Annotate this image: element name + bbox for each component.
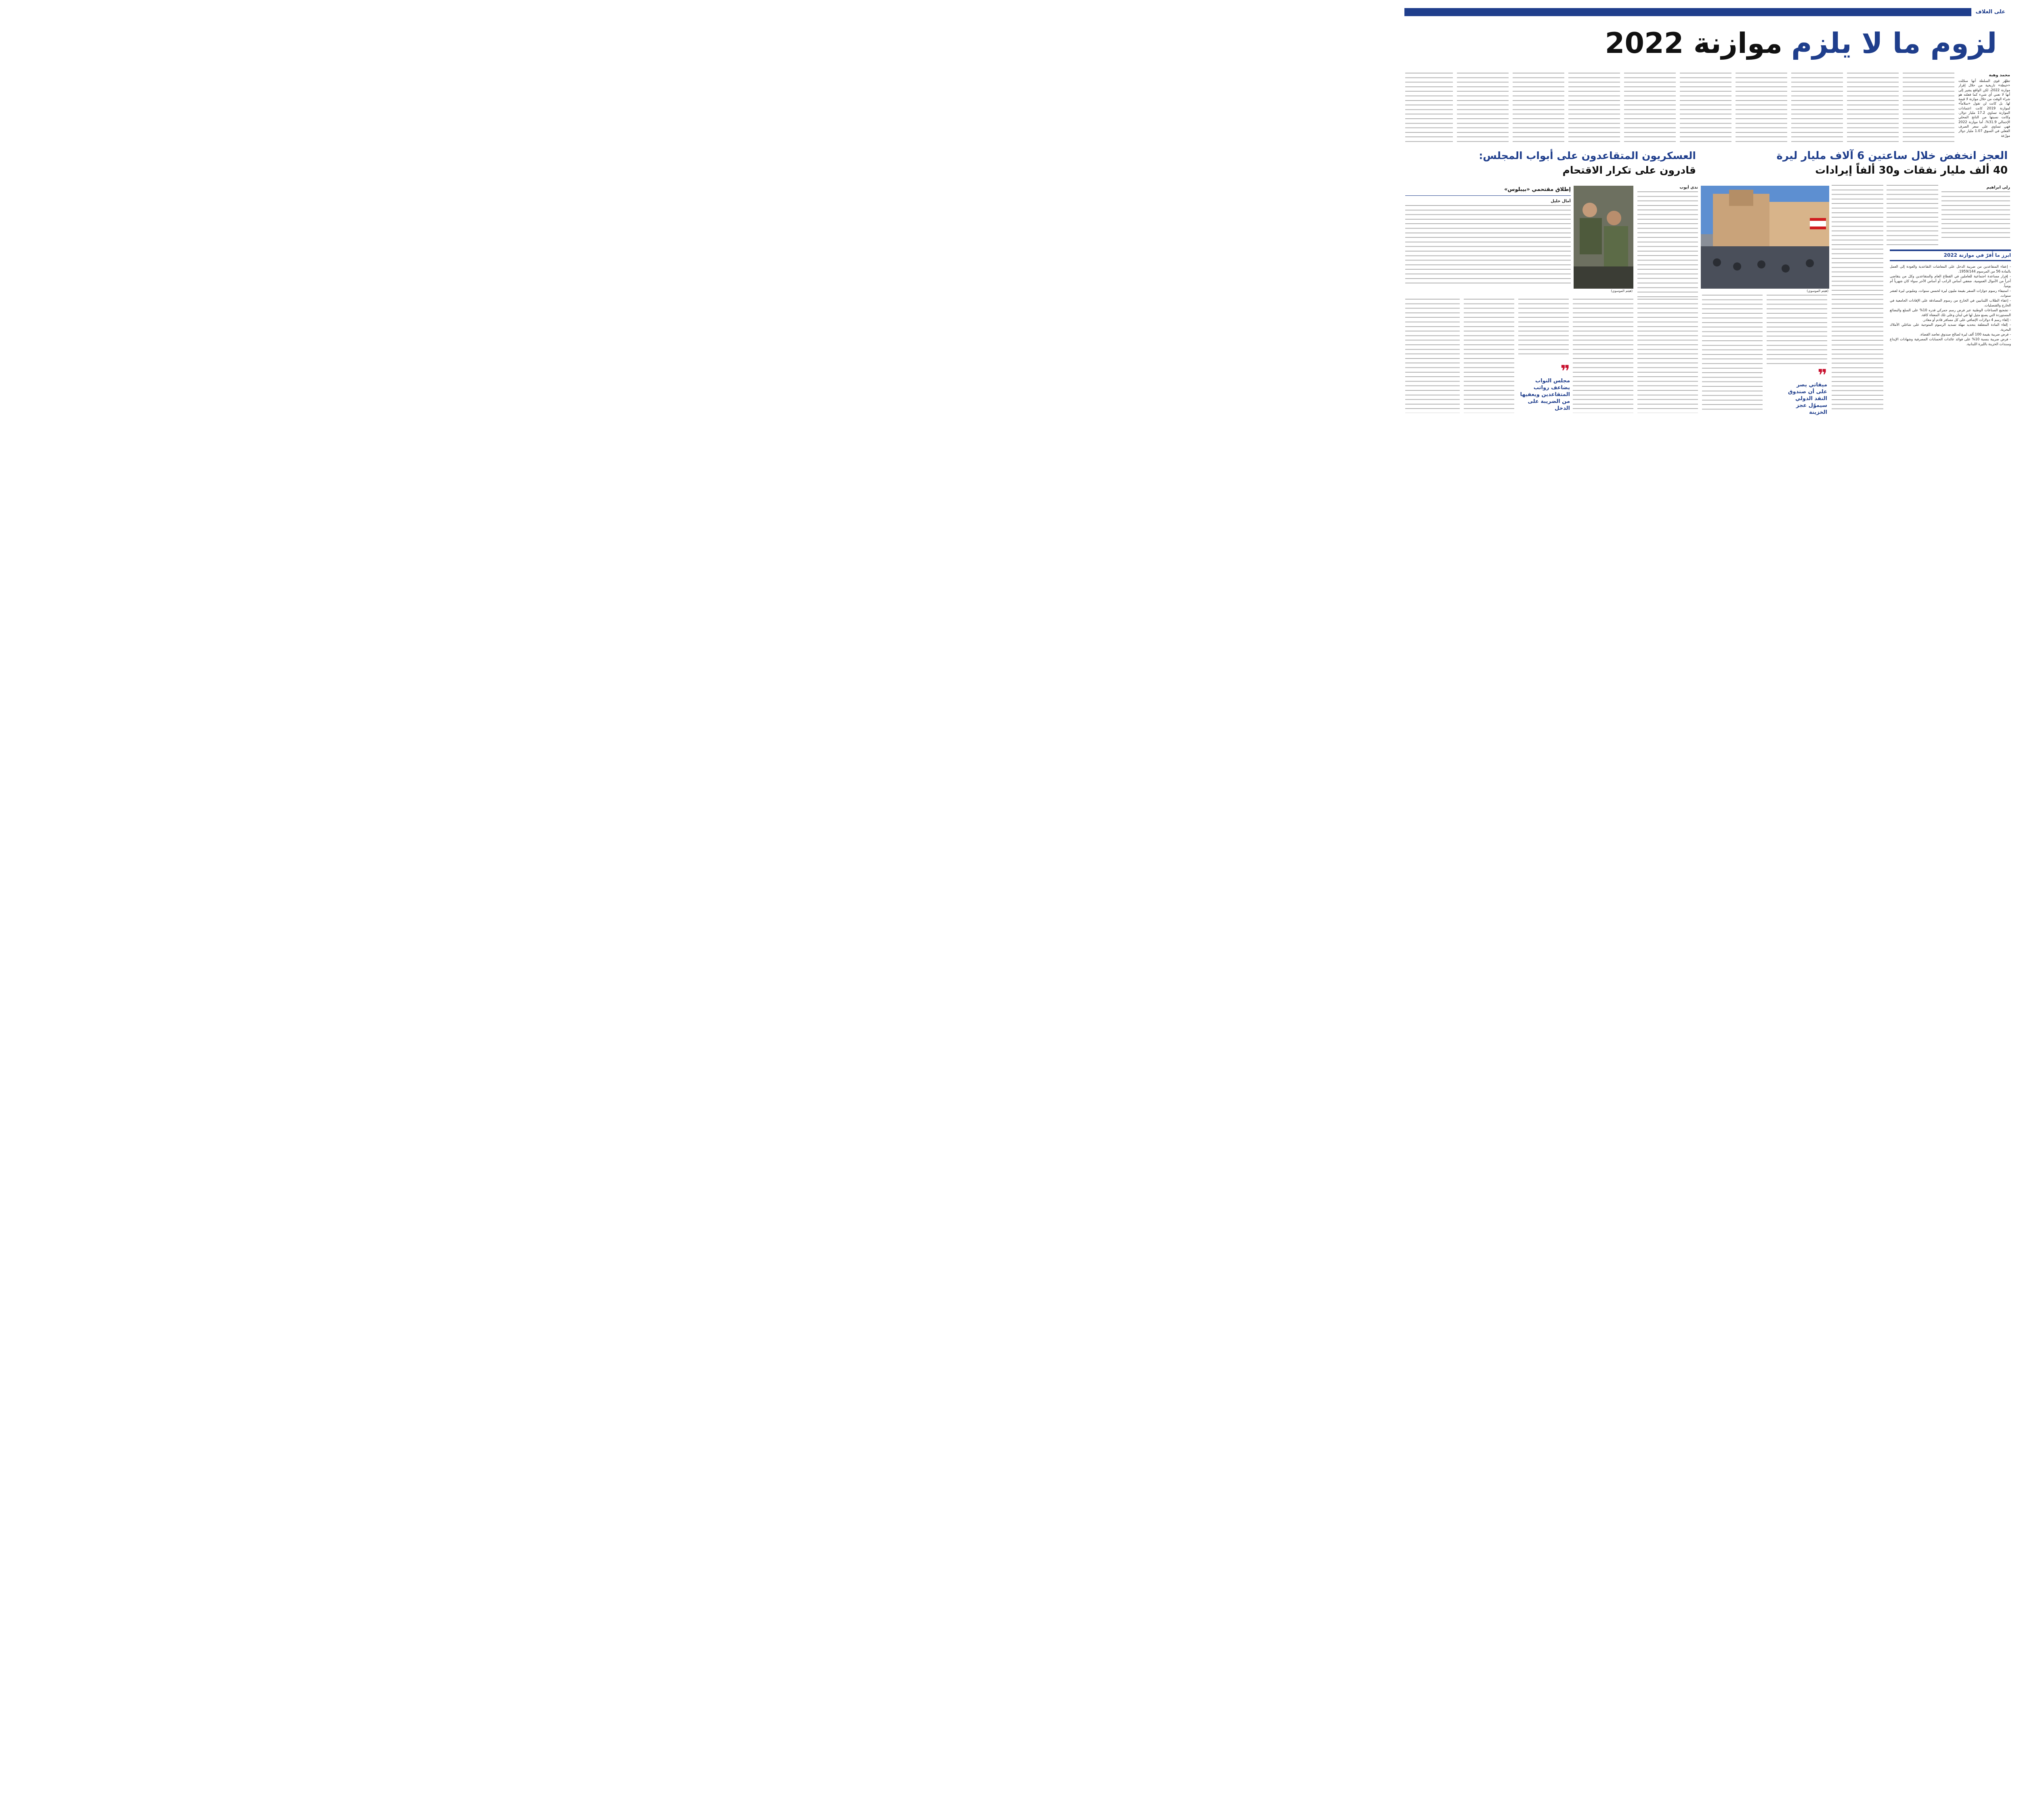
mikati-quote xyxy=(1787,366,1827,416)
story-retirees-line-2: قادرون على تكرار الاقتحام xyxy=(1562,164,1696,176)
quote-mark-icon: ❞ xyxy=(1818,366,1827,385)
retirees-story-col-1 xyxy=(1637,185,1698,306)
article-column xyxy=(1464,299,1514,413)
what-passed-item: - استيفاء رسوم جوازات السفر بقيمة مليون ليرة لخمس سنوات، ومليوني ليرة لعشر سنوات. xyxy=(1890,289,2011,298)
bibliothek-article xyxy=(1405,199,1571,291)
what-passed-item: - إلغاء المادة المتعلقة بتحديد مهلة تسديد الرسوم المتوجبة على شاغلي الأملاك البحرية. xyxy=(1890,323,2011,332)
lead-article-col-1 xyxy=(1958,73,2010,145)
what-passed-item: - إقرار مساعدة اجتماعية للعاملين في القطاع العام والمتقاعدين وكل من يتقاضى أجراً من الأموال العمومية. ضعفي أساس الراتب أو أساس الأجر سواء كان شهرياً أم يومياً. xyxy=(1890,275,2011,288)
article-column xyxy=(1680,73,1731,145)
article-column xyxy=(1405,73,1453,145)
byline-rana: رلى ابراهيم xyxy=(1986,185,2010,190)
parliament-quote xyxy=(1519,362,1570,412)
what-passed-item: - إلغاء رسم 4 دولارات الإضافي على كل مسافر قادم أو مغادر. xyxy=(1922,318,2011,322)
quote-mark-icon: ❞ xyxy=(1560,362,1570,381)
budget-story-col-1 xyxy=(1941,185,2010,245)
what-passed-list xyxy=(1890,264,2011,347)
what-passed-title: ابرز ما أُقرّ في موازنة 2022 xyxy=(1890,251,2011,261)
byline-amal: أمال خليل xyxy=(1551,199,1571,203)
retirees-photo xyxy=(1574,186,1633,289)
story-budget-headline xyxy=(1709,149,2008,181)
article-column xyxy=(1513,73,1564,145)
article-column xyxy=(1847,73,1899,145)
headline-part-2: لزوم ما لا يلزم xyxy=(1791,27,1997,60)
bibliothek-box-header xyxy=(1405,187,1571,196)
article-column xyxy=(1736,73,1787,145)
mikati-quote-text: ميقاتي يصر على أن صندوق النقد الدولي سيموّل عجز الخزينة xyxy=(1788,382,1827,415)
section-bar xyxy=(1404,8,2009,16)
story-budget-line-1: العجز انخفض خلال ساعتين 6 آلاف مليار ليرة xyxy=(1776,150,2008,162)
story-retirees-line-1: العسكريون المتقاعدون على أبواب المجلس: xyxy=(1479,150,1696,161)
article-column xyxy=(1903,73,1954,145)
author-main: محمد وهبة xyxy=(1989,73,2010,78)
section-label: على الغلاف xyxy=(1971,8,2009,16)
headline-part-1: موازنة 2022 xyxy=(1605,27,1783,60)
article-column xyxy=(1568,73,1620,145)
retirees-photo-illustration xyxy=(1574,186,1633,289)
protest-photo-illustration xyxy=(1701,186,1829,289)
lead-paragraph: تظهّر قوى السلطة أنها سجّلت «خبطة» تاريخية من خلال إقرار موازنة 2022، لكن الواقع يشير إلى أنها لا تعني أي شيء كما فعلته هو شراء الوقت من خلال موازنة لا قيمة لها. بل كانت لن تقول «سلاماً» لموازنة 2019 كانت اعتمادات الموازنة تساوي 17.2 مليار دولار، وكانت نسبتها من الناتج المحلي الإجمالي 31.9%، أما موازنة 2022 فهي تساوي على سعر الصرف الفعلي في السوق 1.07 مليار دولار موزّعة xyxy=(1958,79,2010,138)
story-budget-line-2: 40 ألف مليار نفقات و30 ألفاً إيرادات xyxy=(1815,164,2008,176)
sidebar-box-title: إطلاق مقتحمي «بيبلوس» xyxy=(1504,187,1571,193)
what-passed-item: - إعفاء الطلاب اللبنانيين في الخارج من رسوم المصادقة على الإفادات الجامعية في الخارج والقنصليات. xyxy=(1890,299,2011,308)
story-retirees-headline xyxy=(1404,149,1696,181)
what-passed-item: - فرض ضريبة بنسبة 10% على فوائد عائدات الحسابات المصرفية وشهادات الإيداع وسندات الخزينة بالليرة اللبنانية. xyxy=(1890,338,2011,346)
what-passed-item: - إعفاء المتقاعدين من ضريبة الدخل على المعاشات التقاعدية والعودة إلى العمل بالمادة 56 من المرسوم 1959/144. xyxy=(1890,265,2011,274)
what-passed-item: - تشجيع الصناعات الوطنية عبر فرض رسم جمركي قدره 10% على السلع والبضائع المستوردة التي يصنع مثيل لها في لبنان وعلى تلك المعفاة كافة. xyxy=(1890,308,2011,317)
article-column xyxy=(1791,73,1843,145)
article-column xyxy=(1624,73,1676,145)
main-headline xyxy=(1599,21,2003,65)
article-column xyxy=(1457,73,1509,145)
main-photo-credit: (هيثم الموسوي) xyxy=(1807,289,1828,293)
article-column xyxy=(1702,295,1763,413)
what-passed-box xyxy=(1890,250,2011,413)
article-column xyxy=(1887,185,1938,245)
article-column xyxy=(1405,299,1460,413)
byline-nada: ندى أيوب xyxy=(1679,185,1698,190)
side-photo-credit: (هيثم الموسوي) xyxy=(1611,289,1633,293)
article-column xyxy=(1573,299,1633,413)
what-passed-item: - فرض ضريبة بقيمة 100 ألف ليرة لصالح صندوق تعاضد القضاة. xyxy=(1919,333,2011,337)
article-column xyxy=(1637,299,1698,413)
parliament-quote-text: مجلس النواب يضاعف رواتب المتقاعدين ويعفيها من الضريبة على الدخل xyxy=(1520,378,1570,411)
article-column xyxy=(1832,185,1883,413)
protest-photo xyxy=(1701,186,1829,289)
